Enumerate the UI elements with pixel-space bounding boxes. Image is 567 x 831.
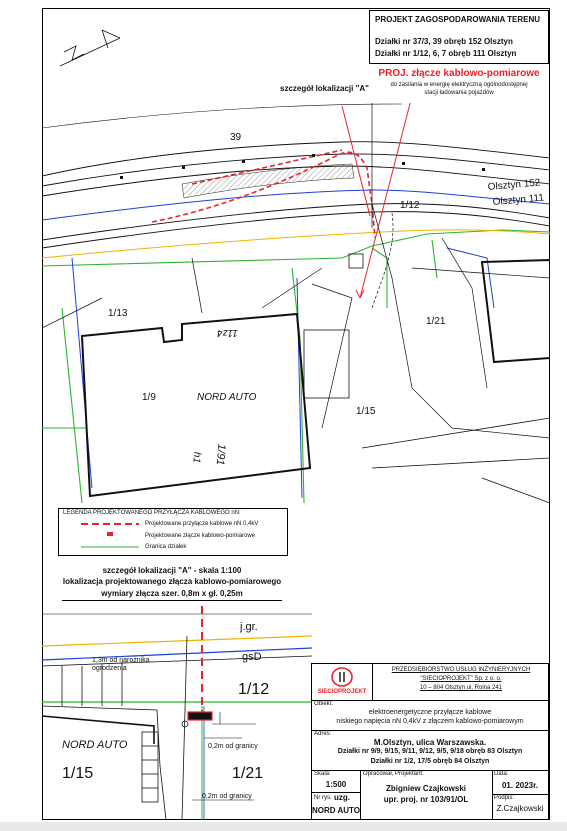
detail-heading-underline — [62, 600, 282, 601]
nr-rys-label: Nr rys. — [314, 795, 332, 801]
legend-item-connector: Projektowane złącze kablowo-pomiarowe — [145, 533, 256, 539]
logo-icon — [330, 666, 354, 688]
parcel-39-label: 39 — [230, 132, 242, 143]
proj-line-2: stacji ładowania pojazdów — [424, 90, 494, 96]
detail-heading-1: szczegół lokalizacji "A" - skala 1:100 — [102, 566, 242, 575]
olsztyn-111-label: Olsztyn 111 — [492, 192, 545, 208]
detail-parcel-1-21: 1/21 — [232, 765, 264, 782]
survey-lines — [42, 204, 550, 438]
detail-parcel-1-15: 1/15 — [62, 765, 94, 782]
company-logo — [312, 664, 373, 700]
junction-box — [349, 254, 363, 268]
nord-auto-building — [82, 314, 310, 496]
building-number-3: h1 — [190, 451, 203, 464]
parcel-1-15-label: 1/15 — [356, 406, 376, 417]
proj-callout-box — [369, 67, 549, 103]
detail-jgr-label: j.gr. — [240, 621, 258, 633]
parcel-1-9-label: 1/9 — [142, 392, 156, 403]
detail-dist-a: 0,2m od granicy — [208, 743, 258, 750]
parcel-1-13-label: 1/13 — [108, 308, 128, 319]
adres-line-2: Działki nr 9/9, 9/15, 9/11, 9/12, 9/5, 9/18 obręb 83 Olsztyn — [337, 748, 523, 755]
detail-nord-auto: NORD AUTO — [62, 739, 128, 751]
adres-line-1: M.Olsztyn, ulica Warszawska. — [373, 738, 487, 747]
podpis-label: Podpis: — [494, 795, 515, 801]
podpis-value: Z.Czajkowski — [496, 804, 544, 813]
parcel-1-21-label: 1/21 — [426, 316, 446, 327]
designer-license: upr. proj. nr 103/91/OL — [383, 795, 469, 804]
designer-name: Zbigniew Czajkowski — [385, 784, 466, 793]
legend-item-cable: Projektowane przyłącze kablowe nN 0,4kV — [145, 521, 259, 527]
parcels-line-2: Działki nr 1/12, 6, 7 obręb 111 Olsztyn — [375, 49, 517, 58]
olsztyn-152-label: Olsztyn 152 — [487, 177, 541, 193]
detail-gsd-label: gsD — [242, 651, 262, 663]
data-value: 01. 2023r. — [501, 781, 539, 790]
title-block — [369, 10, 549, 64]
red-callout-arrows — [342, 88, 414, 298]
legend-title: LEGENDA PROJEKTOWANEGO PRZYŁĄCZA KABLOWEGO nN: — [63, 510, 241, 516]
building-number-2: 1/91 — [213, 443, 228, 466]
viewer-footer-bar — [0, 822, 567, 831]
utility-lines — [42, 190, 550, 498]
obiekt-line-1: elektroenergetyczne przyłącze kablowe — [368, 709, 492, 716]
project-title: PROJEKT ZAGOSPODAROWANIA TERENU — [375, 15, 541, 24]
opracowal-label: Opracował, Projektant: — [363, 771, 424, 777]
legend-symbols — [81, 520, 141, 554]
detail-note-13m-2: ogrodzenia — [92, 665, 127, 672]
building-number-1: 11z4 — [217, 327, 238, 338]
skala-label: Skala: — [314, 771, 331, 777]
detail-note-13m: 1,3m od narożnika — [92, 657, 150, 664]
proj-line-1: do zasilania w energię elektryczną ogólnodostępnej — [390, 82, 528, 88]
adres-label: Adres: — [314, 731, 332, 737]
legend — [58, 508, 288, 556]
nord-auto-label: NORD AUTO — [197, 392, 257, 403]
gas-line — [42, 230, 550, 258]
obiekt-label: Obiekt: — [314, 701, 334, 707]
detail-heading-2: lokalizacja projektowanego złącza kablowo-pomiarowego — [62, 577, 282, 586]
logo-text: SIECIOPROJEKT — [317, 689, 367, 695]
company-name-1: PRZEDSIĘBIORSTWO USŁUG INŻYNIERYJNYCH — [391, 667, 531, 673]
obiekt-line-2: niskiego napięcia nN 0,4kV z złączem kablowo-pomiarowym — [336, 718, 524, 725]
map-text — [108, 132, 545, 466]
detail-dist-b: 0,2m od granicy — [202, 793, 252, 800]
detail-parcel-1-12: 1/12 — [238, 681, 270, 698]
detail-heading-3: wymiary złącza szer. 0,8m x gł. 0,25m — [101, 589, 243, 598]
data-label: Data: — [494, 771, 509, 777]
title-stamp — [311, 663, 549, 820]
connector-box-icon — [188, 712, 212, 720]
skala-value: 1:500 — [325, 780, 347, 789]
detail-gas-line — [42, 636, 312, 646]
road-lines-bottom-right — [362, 418, 550, 503]
legend-item-boundary: Granica działek — [145, 544, 187, 550]
proj-title: PROJ. złącze kablowo-pomiarowe — [378, 68, 540, 79]
adres-line-3: Działki nr 1/2, 17/5 obręb 84 Olsztyn — [370, 758, 490, 765]
nr-rys-value: uzg. — [334, 793, 350, 802]
company-name-2: "SIECIOPROJEKT" Sp. z o. o. — [420, 676, 502, 682]
parcels-line-1: Działki nr 37/3, 39 obręb 152 Olsztyn — [375, 37, 513, 46]
dashed-line — [372, 213, 393, 308]
parcel-1-12-label: 1/12 — [400, 200, 420, 211]
detail-utility-line — [42, 648, 312, 660]
detail-callout-label: szczegół lokalizacji "A" — [280, 84, 369, 93]
company-address: 10 – 804 Olsztyn ul. Rolna 241 — [419, 685, 503, 691]
nr-rys-sub: NORD AUTO — [312, 806, 360, 815]
north-arrow-icon — [60, 30, 120, 66]
detail-map — [42, 606, 312, 820]
